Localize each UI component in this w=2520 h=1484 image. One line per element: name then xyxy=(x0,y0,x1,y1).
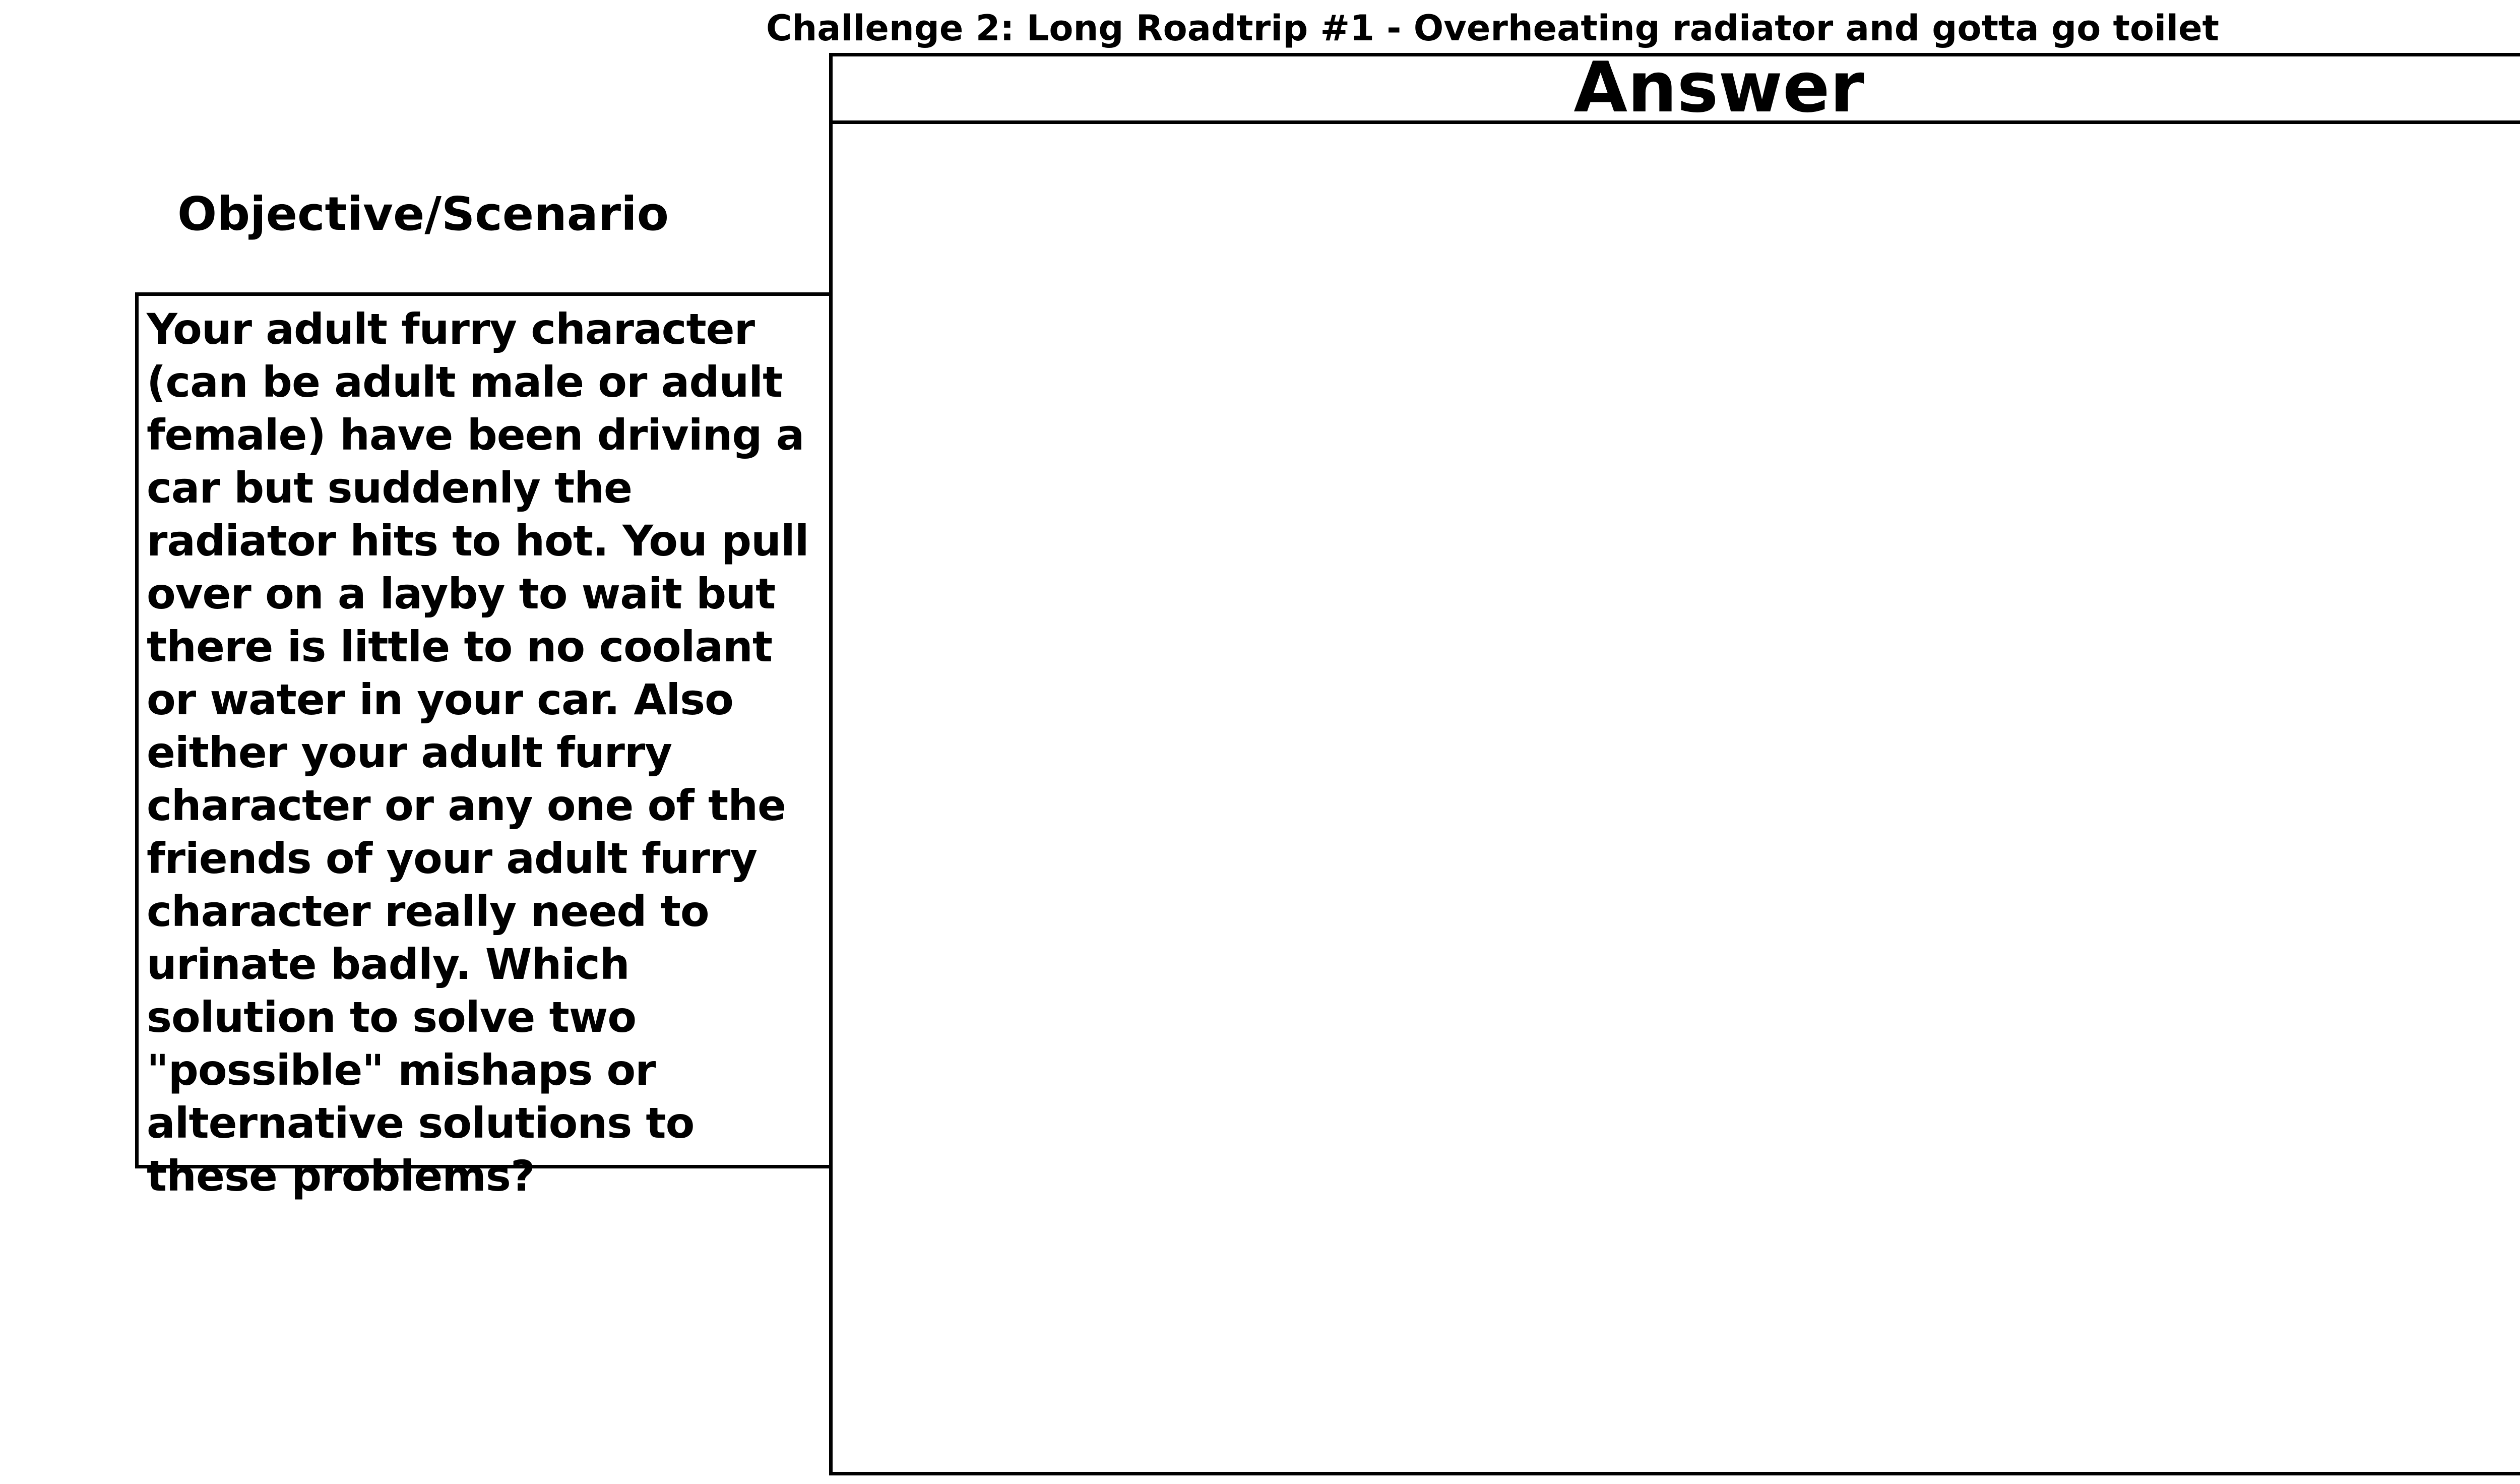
answer-area[interactable] xyxy=(833,124,2520,1472)
answer-heading: Answer xyxy=(833,56,2520,124)
scenario-box xyxy=(135,292,833,1201)
scenario-text: Your adult furry character (can be adult male or adult female) have been driving a car but suddenly the radiator hits to hot. You pull over on a layby to wait but there is little to no coolant or water in your car. Also either your adult furry character or any one of the friends of your adult furry character really need to urinate badly. Which solution to solve two "possible" mishaps or alternative solutions to these problems? xyxy=(147,304,809,1201)
objective-heading: Objective/Scenario xyxy=(177,187,669,241)
answer-panel xyxy=(829,47,2520,1475)
page-title: Challenge 2: Long Roadtrip #1 - Overheating radiator and gotta go toilet xyxy=(766,8,2220,49)
